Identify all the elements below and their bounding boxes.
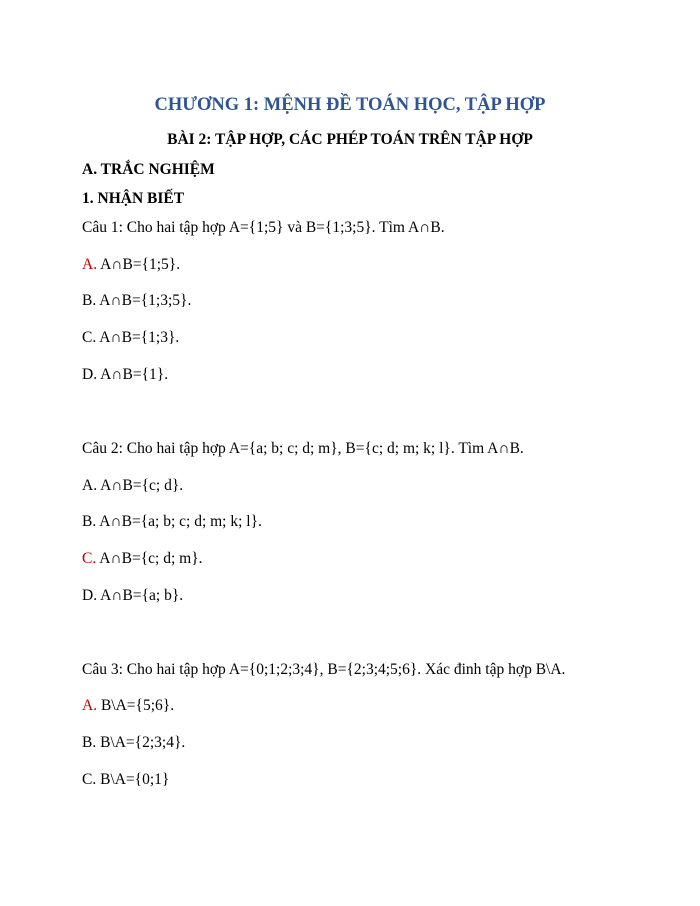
option-text: B\A={0;1} — [96, 771, 170, 788]
question-1-option-d — [82, 366, 168, 384]
question-2-option-b — [82, 513, 262, 531]
option-text: A∩B={c; d; m}. — [96, 550, 203, 567]
option-letter: D. — [82, 587, 98, 604]
question-3: Câu 3: Cho hai tập hợp A={0;1;2;3;4}, B={2;3;4;5;6}. Xác đinh tập hợp B\A. — [82, 661, 566, 678]
subsection-title: 1. NHẬN BIẾT — [82, 190, 185, 207]
option-letter: B. — [82, 513, 97, 530]
option-letter: C. — [82, 550, 97, 567]
option-letter: A. — [82, 256, 98, 273]
option-letter: A. — [82, 697, 98, 714]
question-2-option-a — [82, 477, 183, 495]
question-1-option-a — [82, 256, 180, 274]
question-3-option-c — [82, 771, 169, 789]
option-text: A∩B={c; d}. — [97, 477, 184, 494]
option-letter: A. — [82, 477, 98, 494]
chapter-title: CHƯƠNG 1: MỆNH ĐỀ TOÁN HỌC, TẬP HỢP — [154, 95, 546, 115]
option-text: A∩B={1}. — [97, 366, 169, 383]
option-text: A∩B={1;3;5}. — [96, 292, 192, 309]
option-text: A∩B={a; b; c; d; m; k; l}. — [96, 513, 262, 530]
option-text: A∩B={a; b}. — [97, 587, 184, 604]
lesson-title: BÀI 2: TẬP HỢP, CÁC PHÉP TOÁN TRÊN TẬP HỢP — [167, 131, 533, 148]
question-2-option-c — [82, 550, 203, 568]
question-3-option-a — [82, 697, 174, 715]
option-text: B\A={2;3;4}. — [96, 734, 186, 751]
question-2-option-d — [82, 587, 183, 605]
question-1: Câu 1: Cho hai tập hợp A={1;5} và B={1;3;5}. Tìm A∩B. — [82, 219, 445, 236]
question-2: Câu 2: Cho hai tập hợp A={a; b; c; d; m}, B={c; d; m; k; l}. Tìm A∩B. — [82, 440, 524, 457]
option-letter: B. — [82, 734, 97, 751]
option-letter: D. — [82, 366, 98, 383]
question-1-option-c — [82, 329, 179, 347]
option-letter: B. — [82, 292, 97, 309]
option-text: A∩B={1;3}. — [96, 329, 180, 346]
option-letter: C. — [82, 329, 97, 346]
question-1-option-b — [82, 292, 191, 310]
option-letter: C. — [82, 771, 97, 788]
question-3-option-b — [82, 734, 185, 752]
option-text: A∩B={1;5}. — [97, 256, 181, 273]
option-text: B\A={5;6}. — [97, 697, 175, 714]
section-title: A. TRẮC NGHIỆM — [82, 161, 215, 178]
